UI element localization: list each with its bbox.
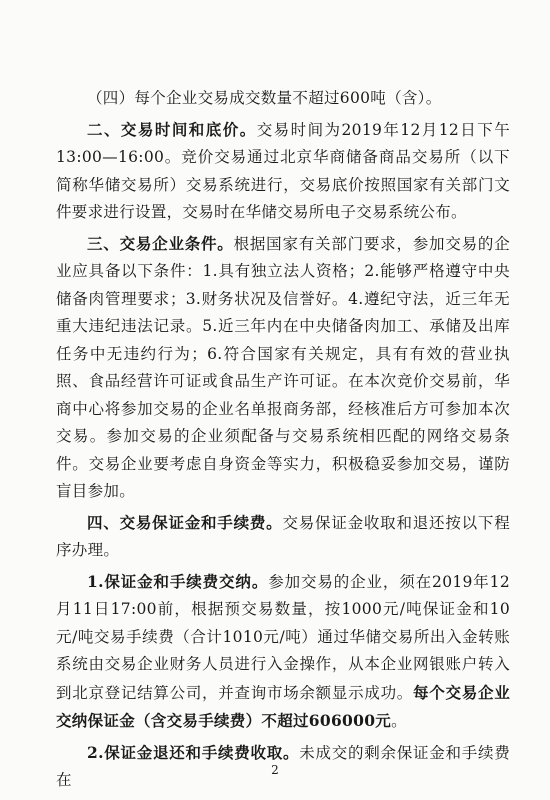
paragraph-text: 。 (391, 712, 407, 730)
paragraph (56, 116, 510, 227)
paragraph-heading: 1.保证金和手续费交纳。 (87, 571, 269, 591)
paragraph (56, 509, 510, 565)
paragraph-text: （四）每个企业交易成交数量不超过600吨（含）。 (87, 89, 442, 107)
paragraph-text: 根据国家有关部门要求，参加交易的企业应具备以下条件：1.具有独立法人资格；2.能够严格遵守中央储备肉管理要求；3.财务状况及信誉好。4.遵纪守法，近三年无重大违纪违法记录。5.近三年内在中央储备肉加工、承储及出库任务中无违约行为；6.符合国家有关规定，具有有效的营业执照、食品经营许可证或食品生产许可证。在本次竞价交易前，华商中心将参加交易的企业名单报商务部，经核准后方可参加本次交易。参加交易的企业须配备与交易系统相匹配的网络交易条件。交易企业要考虑自身资金等实力，积极稳妥参加交易，谨防盲目参加。 (56, 234, 510, 500)
paragraph-heading: 四、交易保证金和手续费。 (87, 512, 283, 532)
paragraph (56, 84, 510, 113)
paragraph (56, 568, 510, 736)
paragraph-text: 交易保证金收取和退还按以下程序办理。 (56, 513, 510, 559)
paragraph-heading: 2.保证金退还和手续费收取。 (87, 742, 300, 762)
paragraph (56, 230, 510, 506)
emphasis-text: 每个交易企业交纳保证金（含交易手续费）不超过606000元 (56, 682, 510, 730)
paragraph-text: 未成交的剩余保证金和手续费在 (56, 743, 510, 789)
page-number: 2 (271, 763, 279, 777)
paragraph-text: 参加交易的企业，须在2019年12月11日17:00前，根据预交易数量，按1000元/吨保证金和10元/吨交易手续费（合计1010元/吨）通过华储交易所出入金转账系统由交易企业财务人员进行入金操作，从本企业网银账户转入到北京登记结算公司，并查询市场余额显示成功。 (56, 572, 510, 702)
document-body (56, 84, 510, 798)
paragraph-heading: 三、交易企业条件。 (87, 233, 234, 253)
paragraph-text: 交易时间为2019年12月12日下午13:00—16:00。竞价交易通过北京华商储备商品交易所（以下简称华储交易所）交易系统进行，交易底价按照国家有关部门文件要求进行设置，交易时在华储交易所电子交易系统公布。 (56, 120, 510, 221)
paragraph-heading: 二、交易时间和底价。 (87, 119, 257, 139)
